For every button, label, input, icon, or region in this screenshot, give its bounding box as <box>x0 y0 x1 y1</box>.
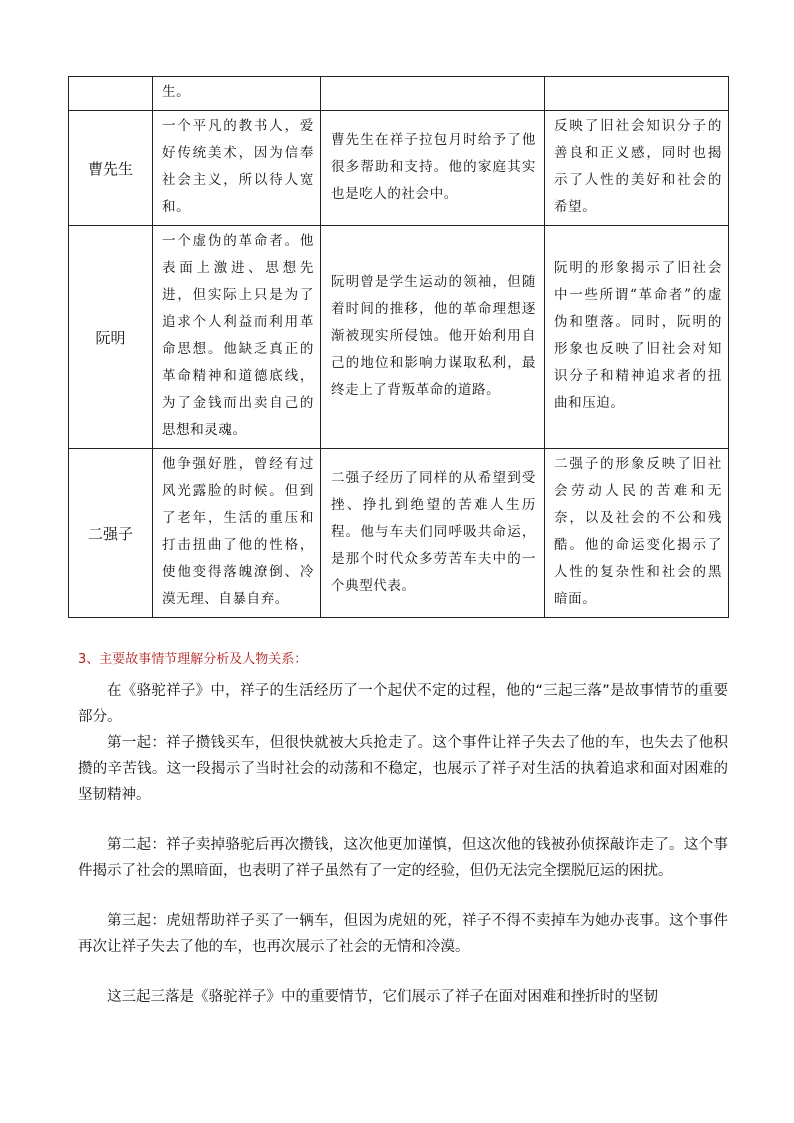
paragraph: 在《骆驼祥子》中，祥子的生活经历了一个起伏不定的过程，他的“三起三落”是故事情节的重要部分。 <box>78 683 728 725</box>
character-table <box>68 76 729 618</box>
meaning-cell: 阮明的形象揭示了旧社会中一些所谓“革命者”的虚伪和堕落。同时，阮明的形象也反映了旧社会对知识分子和精神追求者的扭曲和压迫。 <box>545 226 729 449</box>
paragraph: 第二起：祥子卖掉骆驼后再次攒钱，这次他更加谨慎，但这次他的钱被孙侦探敲诈走了。这个事件揭示了社会的黑暗面，也表明了祥子虽然有了一定的经验，但仍无法完全摆脱厄运的困扰。 <box>78 837 728 879</box>
traits-cell: 一个平凡的教书人，爱好传统美术，因为信奉社会主义，所以待人宽和。 <box>153 111 321 226</box>
table-row <box>69 111 729 226</box>
table-row <box>69 77 729 111</box>
character-name-cell: 阮明 <box>69 226 153 449</box>
traits-cell: 一个虚伪的革命者。他表面上激进、思想先进，但实际上只是为了追求个人利益而利用革命思想。他缺乏真正的革命精神和道德底线，为了金钱而出卖自己的思想和灵魂。 <box>153 226 321 449</box>
meaning-cell: 二强子的形象反映了旧社会劳动人民的苦难和无奈，以及社会的不公和残酷。他的命运变化揭示了人性的复杂性和社会的黑暗面。 <box>545 449 729 618</box>
paragraph: 第一起：祥子攒钱买车，但很快就被大兵抢走了。这个事件让祥子失去了他的车，也失去了他积攒的辛苦钱。这一段揭示了当时社会的动荡和不稳定，也展示了祥子对生活的执着追求和面对困难的坚韧精神。 <box>78 735 728 803</box>
meaning-cell <box>545 77 729 111</box>
character-name-cell <box>69 77 153 111</box>
meaning-cell: 反映了旧社会知识分子的善良和正义感，同时也揭示了人性的美好和社会的希望。 <box>545 111 729 226</box>
table-row <box>69 449 729 618</box>
table-row <box>69 226 729 449</box>
section-heading: 3、主要故事情节理解分析及人物关系： <box>78 652 308 667</box>
experience-cell: 曹先生在祥子拉包月时给予了他很多帮助和支持。他的家庭其实也是吃人的社会中。 <box>321 111 545 226</box>
character-name-cell: 二强子 <box>69 449 153 618</box>
experience-cell: 阮明曾是学生运动的领袖，但随着时间的推移，他的革命理想逐渐被现实所侵蚀。他开始利用自己的地位和影响力谋取私利，最终走上了背叛革命的道路。 <box>321 226 545 449</box>
traits-cell: 他争强好胜，曾经有过风光露脸的时候。但到了老年，生活的重压和打击扭曲了他的性格，使他变得落魄潦倒、冷漠无理、自暴自弃。 <box>153 449 321 618</box>
experience-cell: 二强子经历了同样的从希望到受挫、挣扎到绝望的苦难人生历程。他与车夫们同呼吸共命运，是那个时代众多劳苦车夫中的一个典型代表。 <box>321 449 545 618</box>
experience-cell <box>321 77 545 111</box>
character-name-cell: 曹先生 <box>69 111 153 226</box>
traits-cell: 生。 <box>153 77 321 111</box>
plot-analysis-section <box>78 650 728 1010</box>
paragraph: 第三起：虎妞帮助祥子买了一辆车，但因为虎妞的死，祥子不得不卖掉车为她办丧事。这个事件再次让祥子失去了他的车，也再次展示了社会的无情和冷漠。 <box>78 913 728 955</box>
paragraph: 这三起三落是《骆驼祥子》中的重要情节，它们展示了祥子在面对困难和挫折时的坚韧 <box>107 989 658 1005</box>
